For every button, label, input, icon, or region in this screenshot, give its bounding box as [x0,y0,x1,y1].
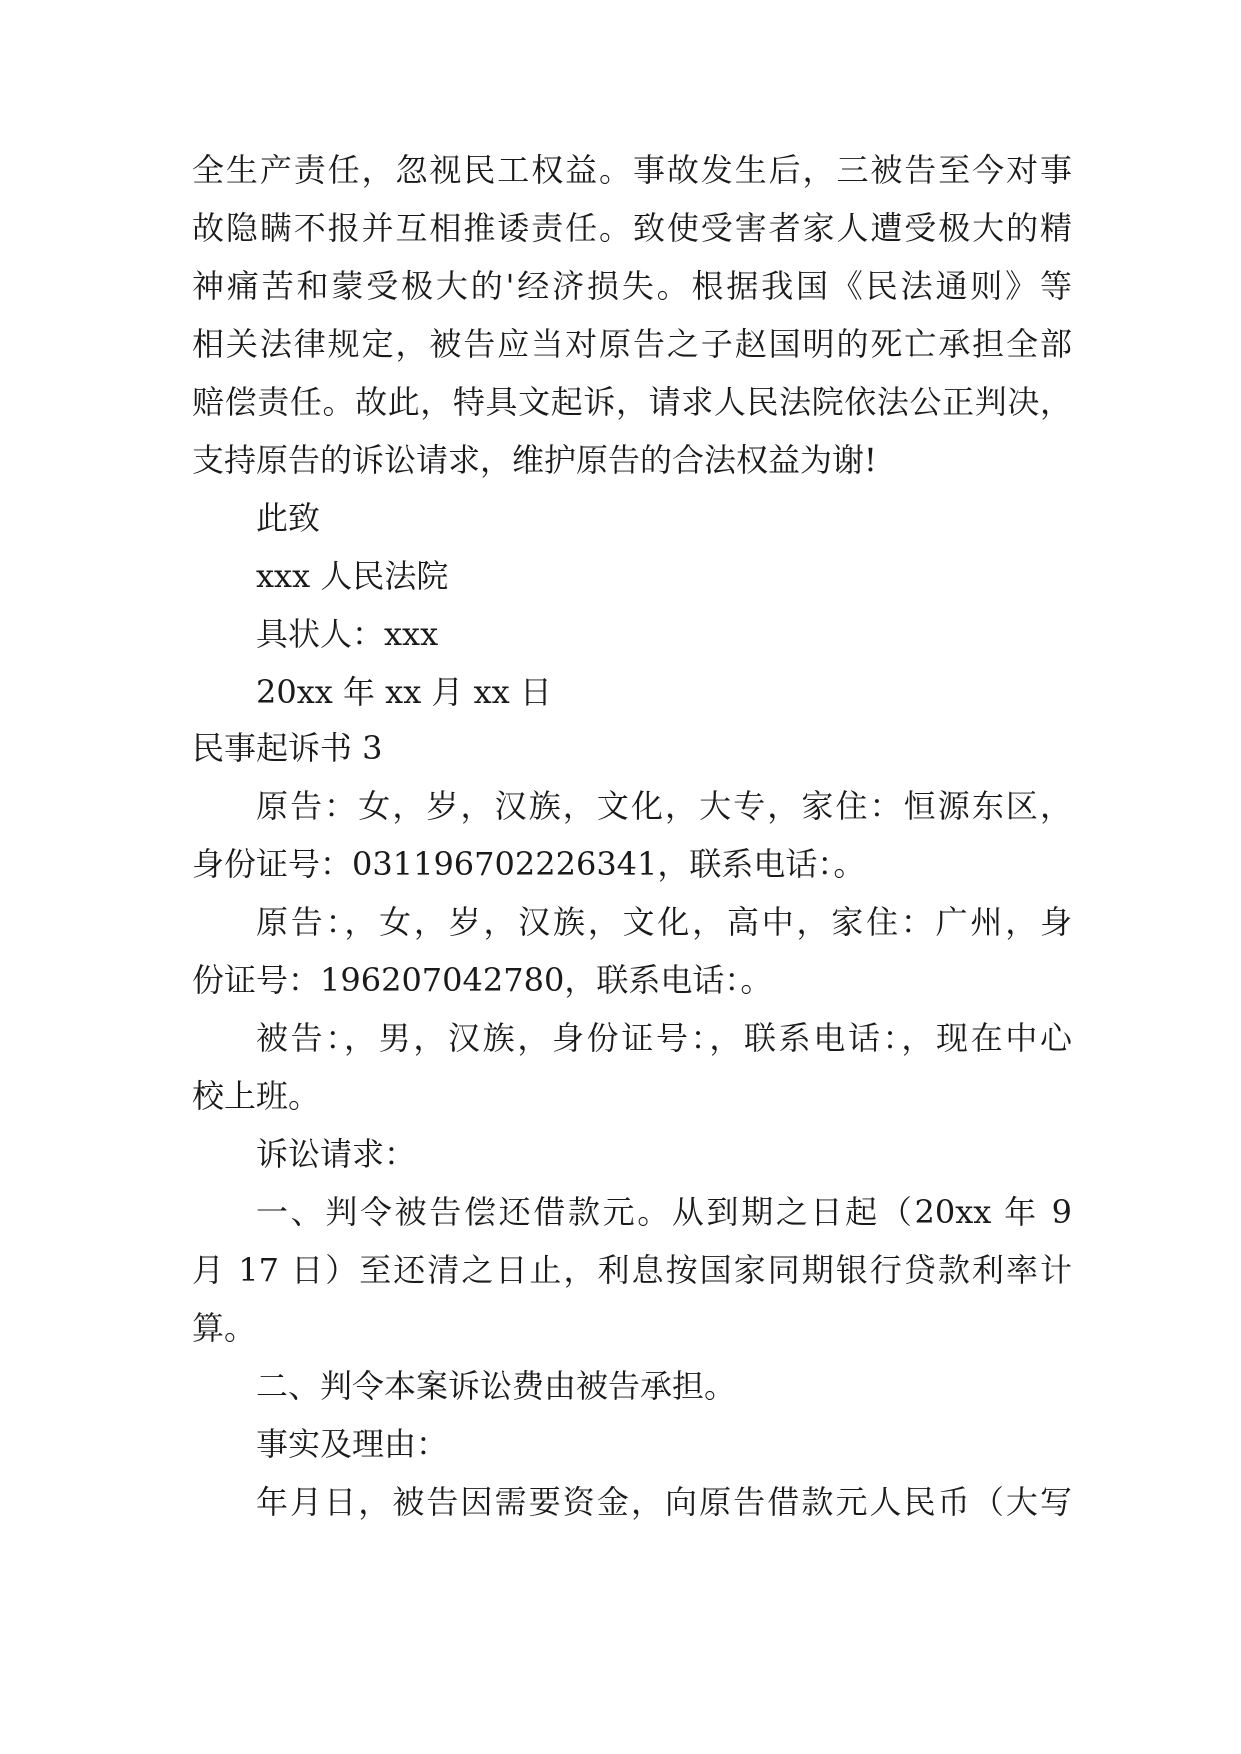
text-line: 被告：，男，汉族，身份证号：，联系电话：，现在中心 [256,1019,1072,1057]
text-line: 故隐瞒不报并互相推诿责任。致使受害者家人遭受极大的精 [192,209,1072,247]
text-line: 身份证号：031196702226341，联系电话：。 [192,845,866,883]
text-line: 年月日，被告因需要资金，向原告借款元人民币（大写 [256,1483,1072,1521]
text-line: 全生产责任，忽视民工权益。事故发生后，三被告至今对事 [192,151,1072,189]
text-line: 份证号：196207042780，联系电话：。 [192,961,773,999]
section-title: 民事起诉书 3 [192,729,383,767]
text-line: 支持原告的诉讼请求，维护原告的合法权益为谢! [192,441,877,479]
claims-heading: 诉讼请求： [256,1135,417,1173]
facts-heading: 事实及理由： [256,1425,449,1463]
text-line: 校上班。 [192,1077,321,1115]
text-line: 月 17 日）至还清之日止，利息按国家同期银行贷款利率计 [192,1251,1072,1289]
text-line: 二、判令本案诉讼费由被告承担。 [256,1367,737,1405]
text-line: 算。 [192,1309,257,1347]
date: 20xx 年 xx 月 xx 日 [256,673,552,711]
text-line: 原告：，女，岁，汉族，文化，高中，家住：广州，身 [256,903,1072,941]
salutation: 此致 [256,499,321,537]
text-line: 神痛苦和蒙受极大的'经济损失。根据我国《民法通则》等 [192,267,1072,305]
text-line: 一、判令被告偿还借款元。从到期之日起（20xx 年 9 [256,1193,1072,1231]
text-line: 原告：女，岁，汉族，文化，大专，家住：恒源东区， [256,787,1072,825]
text-line: 相关法律规定，被告应当对原告之子赵国明的死亡承担全部 [192,325,1072,363]
signer: 具状人：xxx [256,615,439,653]
text-line: 赔偿责任。故此，特具文起诉，请求人民法院依法公正判决， [192,383,1072,421]
court-name: xxx 人民法院 [256,557,449,595]
